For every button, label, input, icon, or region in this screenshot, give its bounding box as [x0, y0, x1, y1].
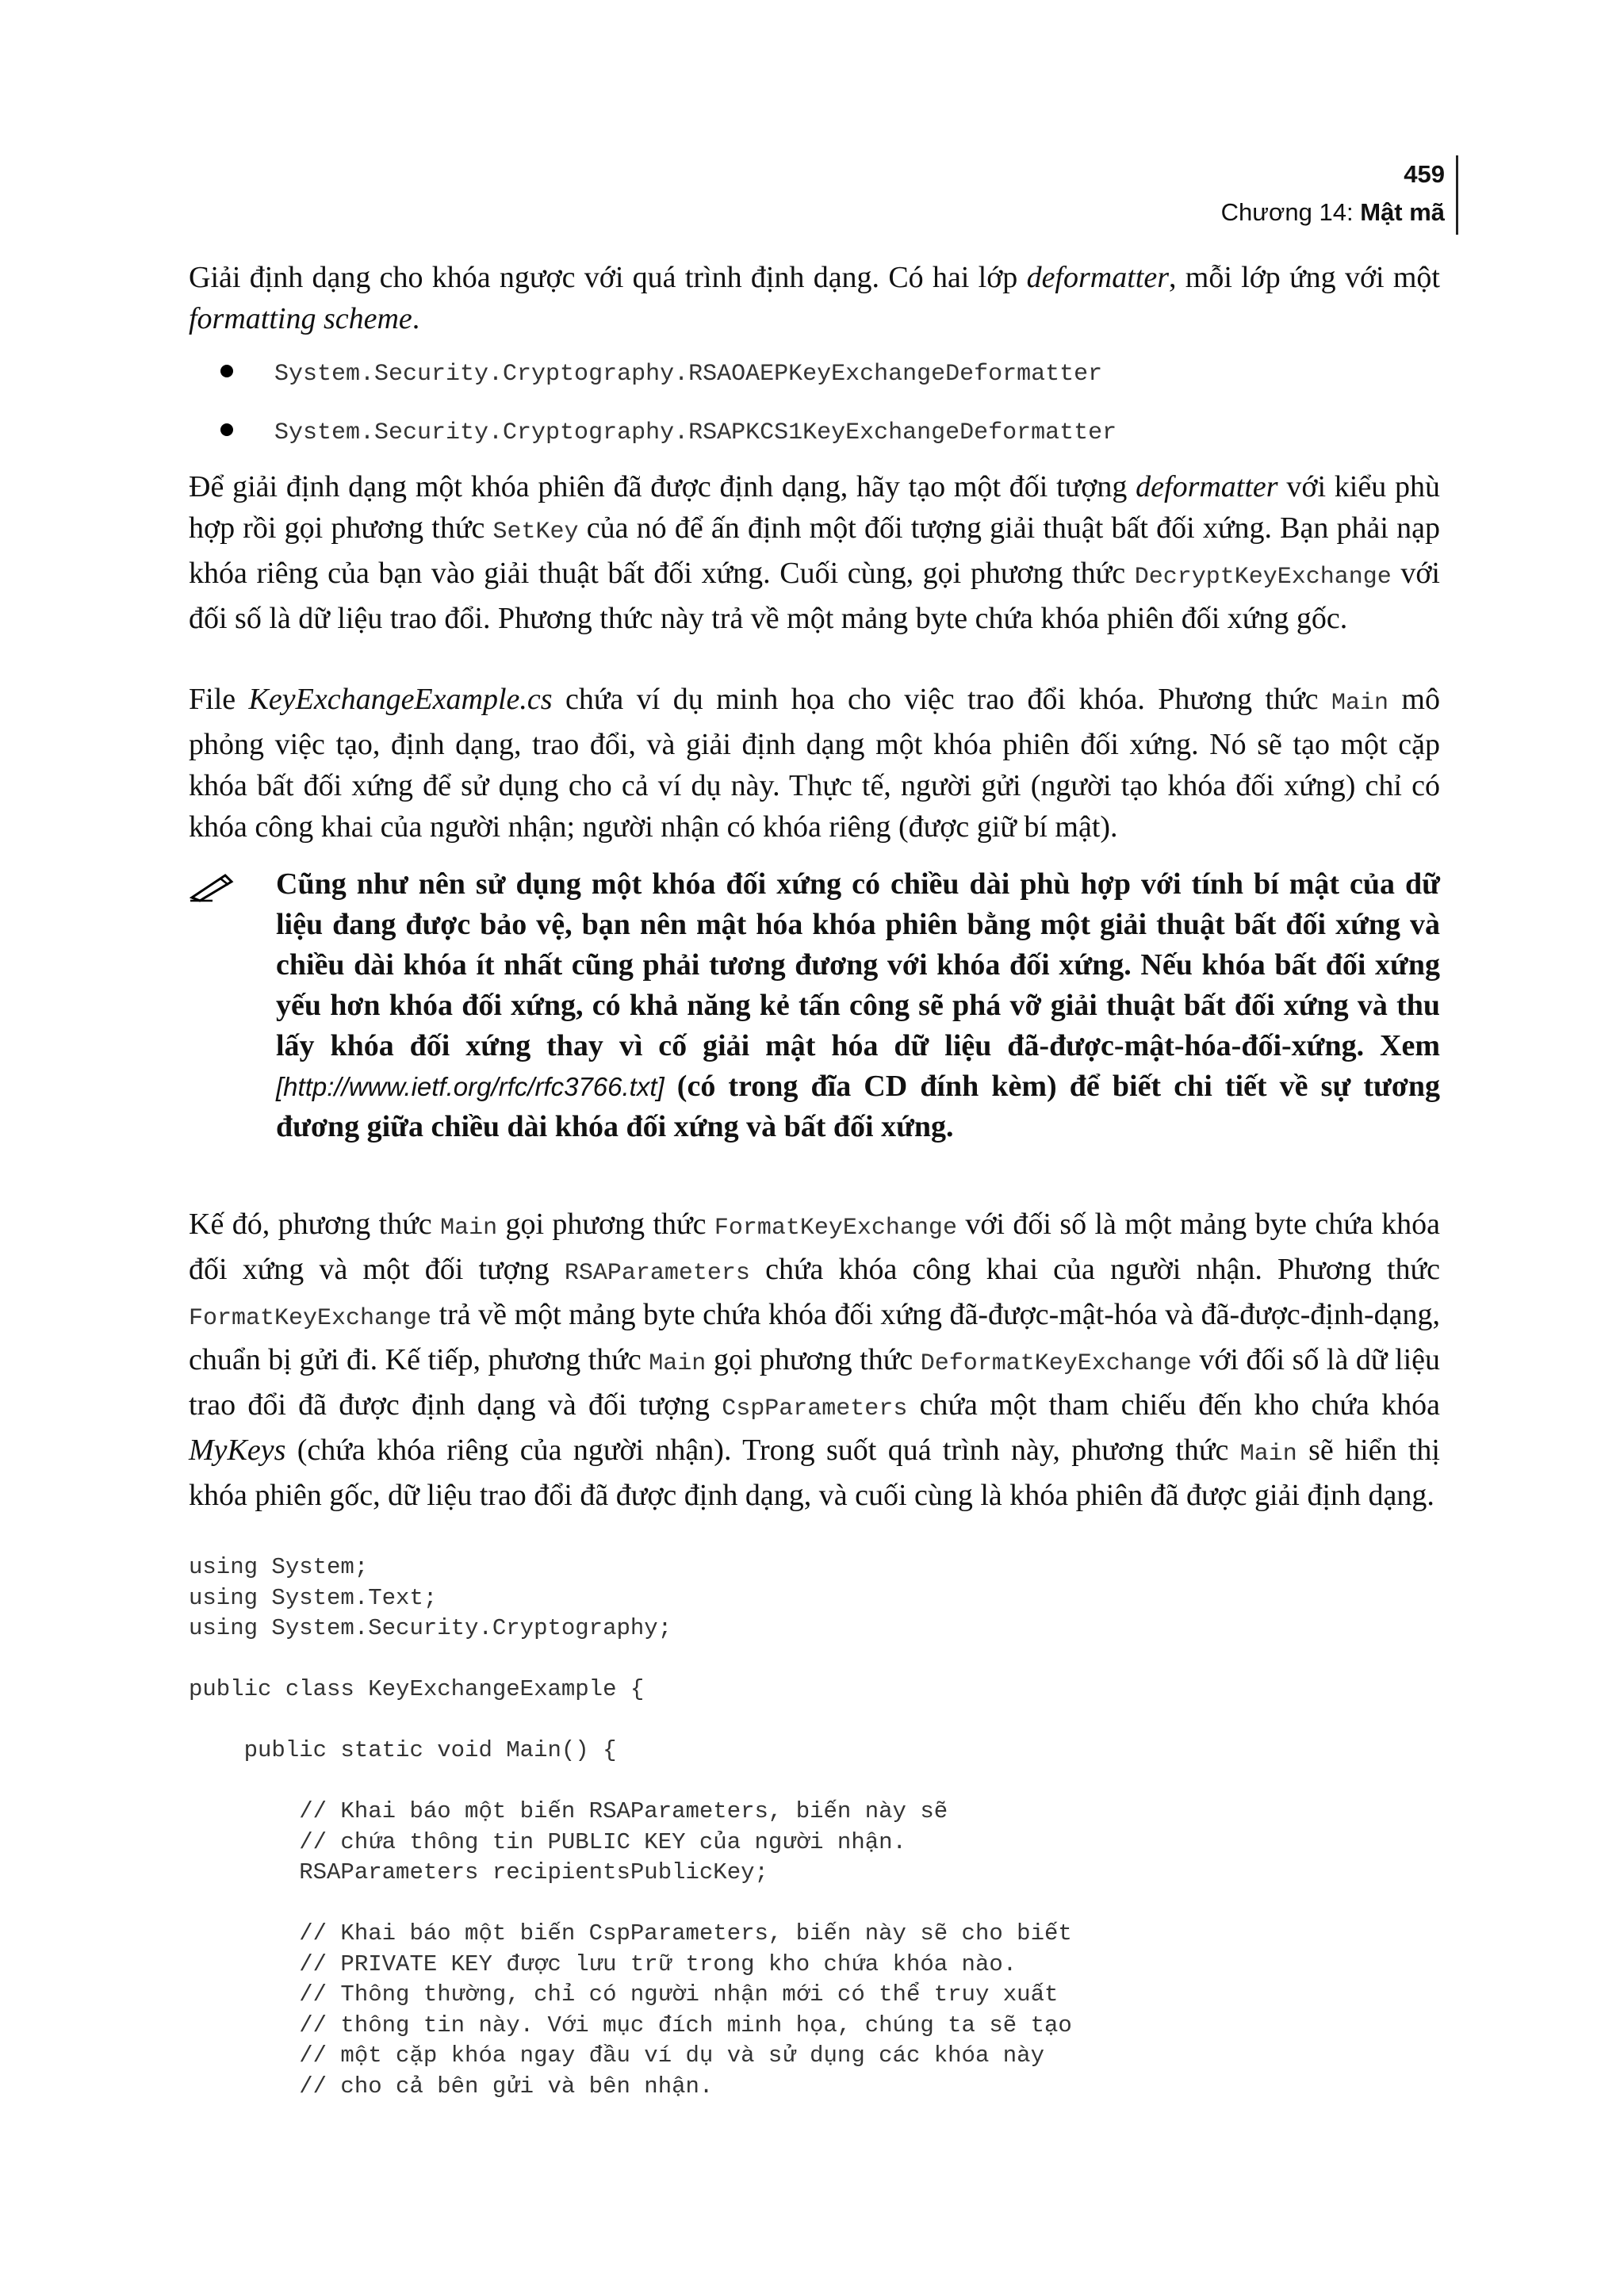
- text-run: , mỗi lớp ứng với một: [1169, 261, 1440, 294]
- note-text: Cũng như nên sử dụng một khóa đối xứng có chiều dài phù hợp với tính bí mật của dữ liệu đang được bảo vệ, bạn nên mật hóa khóa phiên bằng một giải thuật bất đối xứng và chiều dài khóa ít nhất cũng phải tương đương với khóa đối xứng. Nếu khóa bất đối xứng yếu hơn khóa đối xứng, có khả năng kẻ tấn công sẽ phá vỡ giải thuật bất đối xứng và thu lấy khóa đối xứng thay vì cố giải mật hóa dữ liệu đã-được-mật-hóa-đối-xứng. Xem: [276, 867, 1440, 1062]
- paragraph-example-file: [189, 679, 1440, 848]
- text-run: với kiểu phù hợp rồi gọi phương thức: [189, 470, 1440, 545]
- code-term: Main: [649, 1350, 707, 1377]
- text-run: mô phỏng việc tạo, định dạng, trao đổi, và giải định dạng một khóa phiên đối xứng. Nó sẽ tạo một cặp khóa bất đối xứng để sử dụng cho cả ví dụ này. Thực tế, người gửi (người tạo khóa đối xứng) chỉ có khóa công khai của người nhận; người nhận có khóa riêng (được giữ bí mật).: [189, 683, 1440, 844]
- paragraph-main-flow: [189, 1204, 1440, 1516]
- chapter-title: Mật mã: [1360, 198, 1445, 226]
- bullet-icon: [220, 365, 233, 377]
- pencil-note-icon: [189, 871, 236, 902]
- paragraph-deformat-steps: [189, 466, 1440, 639]
- code-term: DeformatKeyExchange: [920, 1350, 1192, 1377]
- text-run: chứa ví dụ minh họa cho việc trao đổi khóa. Phương thức: [552, 683, 1331, 716]
- url-bracket: ]: [657, 1072, 665, 1101]
- header-rule: [1456, 155, 1458, 235]
- chapter-heading: [1221, 193, 1445, 232]
- text-run: chứa khóa công khai của người nhận. Phương thức: [749, 1253, 1440, 1286]
- text-run: Để giải định dạng một khóa phiên đã được định dạng, hãy tạo một đối tượng: [189, 470, 1136, 503]
- code-term: CspParameters: [722, 1395, 908, 1422]
- note-text: (có trong đĩa CD đính kèm) để biết chi tiết về sự tương đương giữa chiều dài khóa đối xứng và bất đối xứng.: [276, 1070, 1440, 1143]
- italic-term: deformatter: [1026, 261, 1169, 294]
- rfc-link[interactable]: http://www.ietf.org/rfc/rfc3766.txt: [283, 1072, 657, 1101]
- text-run: gọi phương thức: [706, 1343, 921, 1376]
- code-term: Main: [440, 1215, 498, 1242]
- page-header: [1221, 155, 1445, 232]
- text-run: trả về một mảng byte chứa khóa đối xứng đã-được-mật-hóa và đã-được-định-dạng, chuẩn bị gửi đi. Kế tiếp, phương thức: [189, 1298, 1440, 1376]
- italic-term: formatting scheme: [189, 302, 412, 335]
- paragraph-deformatter-intro: [189, 257, 1440, 339]
- code-term: FormatKeyExchange: [714, 1215, 957, 1242]
- text-run: Kế đó, phương thức: [189, 1208, 441, 1241]
- code-term: FormatKeyExchange: [189, 1305, 432, 1332]
- code-term: Main: [1239, 1441, 1297, 1468]
- chapter-prefix: Chương 14:: [1220, 198, 1361, 226]
- text-run: chứa một tham chiếu đến kho chứa khóa: [907, 1388, 1440, 1422]
- text-run: .: [412, 302, 420, 335]
- code-term: DecryptKeyExchange: [1134, 564, 1392, 591]
- italic-term: KeyExchangeExample.cs: [248, 683, 553, 716]
- text-run: Giải định dạng cho khóa ngược với quá trình định dạng. Có hai lớp: [189, 261, 1027, 294]
- text-run: với đối số là một mảng byte chứa khóa đối xứng và một đối tượng: [189, 1208, 1440, 1286]
- page-number: 459: [1404, 160, 1445, 188]
- text-run: sẽ hiển thị khóa phiên gốc, dữ liệu trao đổi đã được định dạng, và cuối cùng là khóa phiên đã được giải định dạng.: [189, 1434, 1440, 1512]
- url-bracket: [: [276, 1072, 284, 1101]
- bullet-text: System.Security.Cryptography.RSAOAEPKeyExchangeDeformatter: [274, 361, 1103, 388]
- italic-term: deformatter: [1136, 470, 1278, 503]
- bullet-icon: [220, 423, 233, 436]
- note-block: [276, 864, 1440, 1147]
- code-term: RSAParameters: [564, 1260, 750, 1287]
- text-run: gọi phương thức: [497, 1208, 714, 1241]
- text-run: của nó để ấn định một đối tượng giải thuật bất đối xứng. Bạn phải nạp khóa riêng của bạn vào giải thuật bất đối xứng. Cuối cùng, gọi phương thức: [189, 511, 1440, 590]
- text-run: File: [189, 683, 249, 716]
- bullet-text: System.Security.Cryptography.RSAPKCS1KeyExchangeDeformatter: [274, 419, 1117, 446]
- text-run: với đối số là dữ liệu trao đổi. Phương thức này trả về một mảng byte chứa khóa phiên đối xứng gốc.: [189, 557, 1440, 635]
- text-run: (chứa khóa riêng của người nhận). Trong suốt quá trình này, phương thức: [285, 1434, 1240, 1467]
- text-run: với đối số là dữ liệu trao đổi đã được định dạng và đối tượng: [189, 1343, 1440, 1422]
- code-term: SetKey: [492, 519, 579, 545]
- code-term: Main: [1331, 690, 1388, 717]
- code-listing: using System; using System.Text; using System.Security.Cryptography; public class KeyExchangeExample { public static void Main() { // Khai báo một biến RSAParameters, biến này sẽ // chứa thông tin PUBLIC KEY của người nhận. RSAParameters recipientsPublicKey; // Khai báo một biến CspParameters, biến này sẽ cho biết // PRIVATE KEY được lưu trữ trong kho chứa khóa nào. // Thông thường, chỉ có người nhận mới có thể truy xuất // thông tin này. Với mục đích minh họa, chúng ta sẽ tạo // một cặp khóa ngay đầu ví dụ và sử dụng các khóa này // cho cả bên gửi và bên nhận.: [189, 1554, 1072, 2100]
- italic-term: MyKeys: [189, 1434, 286, 1467]
